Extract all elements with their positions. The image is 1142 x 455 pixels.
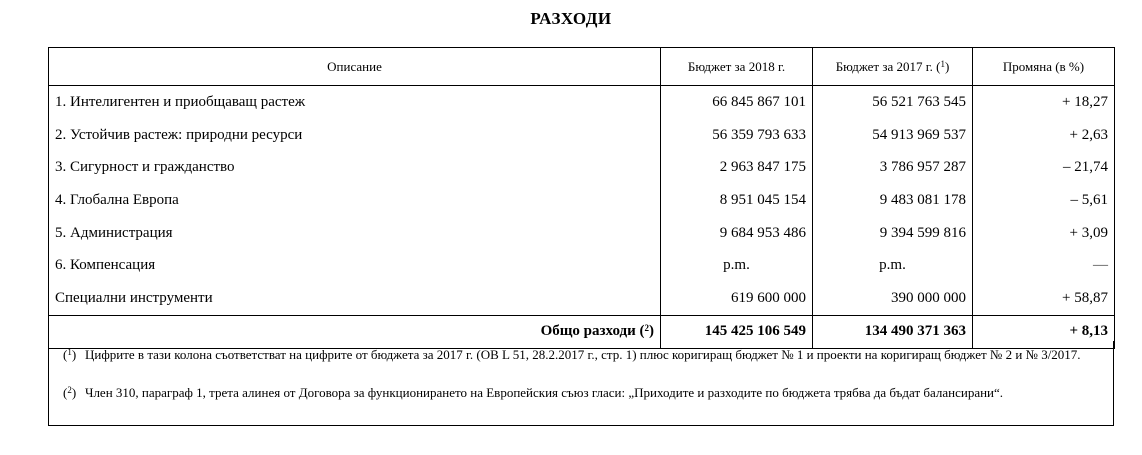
row-budget-2017: 3 786 957 287 — [813, 151, 973, 184]
row-change: + 18,27 — [973, 86, 1115, 119]
footnote-marker: ($^2$) — [63, 385, 77, 400]
table-row — [49, 86, 1115, 119]
footnote-2 — [63, 384, 1103, 401]
row-budget-2018: 619 600 000 — [661, 282, 813, 315]
total-budget-2018: 145 425 106 549 — [661, 315, 813, 348]
row-label: 4. Глобална Европа — [55, 191, 179, 208]
page-title: РАЗХОДИ — [530, 9, 612, 28]
table-row — [49, 249, 1115, 282]
expenses-table — [48, 47, 1115, 349]
header-budget-2017: Бюджет за 2017 г. ($^1$) — [813, 48, 973, 86]
row-change: + 3,09 — [973, 217, 1115, 250]
footnote-text: Цифрите в тази колона съответстват на цифрите от бюджета за 2017 г. (OB L 51, 28.2.2017 г., стр. 1) плюс коригиращ бюджет № 1 и проекти на коригиращ бюджет № 2 и № 3/2017. — [85, 347, 1081, 362]
header-budget-2018: Бюджет за 2018 г. — [661, 48, 813, 86]
row-change: + 58,87 — [973, 282, 1115, 315]
row-budget-2018: 2 963 847 175 — [661, 151, 813, 184]
row-label: 2. Устойчив растеж: природни ресурси — [55, 126, 303, 143]
row-change: – 5,61 — [973, 184, 1115, 217]
table-row — [49, 151, 1115, 184]
row-change: + 2,63 — [973, 119, 1115, 152]
row-label: 3. Сигурност и гражданство — [55, 159, 235, 176]
row-budget-2018: 8 951 045 154 — [661, 184, 813, 217]
header-description: Описание — [49, 48, 661, 86]
row-budget-2017: 54 913 969 537 — [813, 119, 973, 152]
total-label: Общо разходи ($^2$) — [49, 315, 661, 348]
row-change: — — [973, 249, 1115, 282]
row-budget-2017: p.m. — [813, 249, 973, 282]
footnote-1 — [63, 346, 1103, 363]
row-budget-2017: 9 483 081 178 — [813, 184, 973, 217]
row-budget-2018: 66 845 867 101 — [661, 86, 813, 119]
table-row — [49, 282, 1115, 315]
row-label: 6. Компенсация — [55, 257, 156, 274]
row-budget-2017: 390 000 000 — [813, 282, 973, 315]
row-budget-2018: p.m. — [661, 249, 813, 282]
total-budget-2017: 134 490 371 363 — [813, 315, 973, 348]
total-change: + 8,13 — [973, 315, 1115, 348]
table-row — [49, 217, 1115, 250]
footnotes — [48, 341, 1114, 426]
footnote-marker: ($^1$) — [63, 347, 77, 362]
table-row — [49, 119, 1115, 152]
row-budget-2017: 56 521 763 545 — [813, 86, 973, 119]
row-label: Специални инструменти — [55, 289, 213, 306]
row-label: 1. Интелигентен и приобщаващ растеж — [55, 93, 306, 110]
footnote-text: Член 310, параграф 1, трета алинея от Договора за функционирането на Европейския съюз гласи: „Приходите и разходите по бюджета трябва да бъдат балансирани“. — [85, 385, 1004, 400]
table-row — [49, 184, 1115, 217]
row-budget-2018: 56 359 793 633 — [661, 119, 813, 152]
table-header-row — [49, 48, 1115, 86]
header-change: Промяна (в %) — [973, 48, 1115, 86]
row-label: 5. Администрация — [55, 224, 173, 241]
row-budget-2017: 9 394 599 816 — [813, 217, 973, 250]
row-budget-2018: 9 684 953 486 — [661, 217, 813, 250]
row-change: – 21,74 — [973, 151, 1115, 184]
